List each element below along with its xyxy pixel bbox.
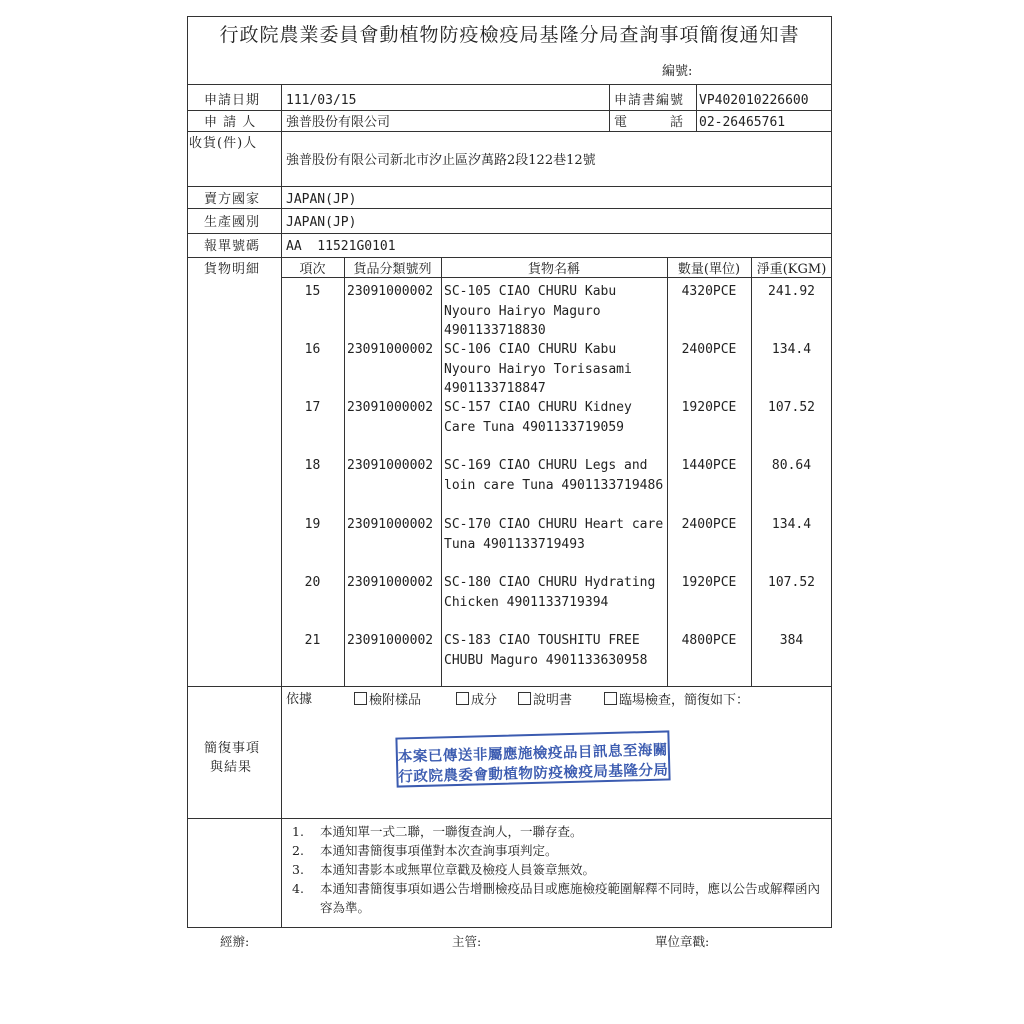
checkbox[interactable] [518,692,531,705]
option-manual[interactable]: 說明書 [518,692,572,709]
goods-name-line: Tuna 4901133719493 [444,536,585,552]
row-quantity: 1440PCE [681,458,737,473]
row-item-number: 17 [304,400,321,415]
row-quantity: 1920PCE [681,400,737,415]
consignee-label: 收貨(件)人 [189,136,258,151]
rule [187,686,832,687]
row-commodity-code: 23091000002 [347,633,434,648]
goods-name-line: Care Tuna 4901133719059 [444,419,625,435]
row-commodity-code: 23091000002 [347,342,434,357]
goods-name-line: SC-106 CIAO CHURU Kabu [444,342,617,357]
phone-label: 電 話 [614,115,685,130]
row-item-number: 21 [304,633,321,648]
consignee-value: 強普股份有限公司新北市汐止區汐萬路2段122巷12號 [286,153,596,168]
seller-country-label: 賣方國家 [204,192,261,207]
option-ingredient[interactable]: 成分 [456,692,497,709]
number-label: 編號: [662,64,693,79]
row-goods-name [444,282,666,341]
basis-label: 依據 [286,692,313,707]
notes-list [292,822,825,917]
row-commodity-code: 23091000002 [347,284,434,299]
row-net-weight: 134.4 [771,342,812,357]
row-net-weight: 134.4 [771,517,812,532]
col-header-code: 貨品分類號列 [353,262,432,277]
row-quantity: 4320PCE [681,284,737,299]
row-goods-name [444,573,666,612]
goods-name-line: SC-180 CIAO CHURU Hydrating [444,575,656,590]
row-goods-name [444,631,666,670]
declaration-number-value: AA 11521G0101 [286,239,396,254]
goods-name-line: SC-157 CIAO CHURU Kidney [444,400,632,415]
applicant-label: 申 請 人 [204,115,257,130]
supervisor-label: 主管: [452,934,482,949]
origin-country-label: 生產國別 [204,215,261,230]
rule [187,131,832,132]
note-item: 1. 本通知單一式二聯，一聯復查詢人，一聯存查。 [292,824,583,839]
col-header-qty: 數量(單位) [677,262,741,277]
row-commodity-code: 23091000002 [347,575,434,590]
goods-name-line: SC-169 CIAO CHURU Legs and [444,458,648,473]
row-net-weight: 107.52 [768,575,815,590]
stamp-line1: 本案已傳送非屬應施檢疫品目訊息至海關 [397,741,669,766]
rule [441,257,442,686]
row-net-weight: 384 [779,633,804,648]
rule [609,84,610,131]
row-item-number: 19 [304,517,321,532]
note-item: 3. 本通知書影本或無單位章戳及檢疫人員簽章無效。 [292,862,596,877]
row-quantity: 1920PCE [681,575,737,590]
checkbox[interactable] [604,692,617,705]
goods-name-line: 4901133718847 [444,381,546,396]
col-header-weight: 淨重(KGM) [756,262,827,277]
option-sample[interactable]: 檢附樣品 [354,692,421,709]
declaration-number-label: 報單號碼 [204,239,261,254]
rule [344,257,345,686]
application-number-label: 申請書編號 [614,93,685,108]
goods-name-line: SC-170 CIAO CHURU Heart care [444,517,664,532]
phone-value: 02-26465761 [699,115,786,130]
col-header-name: 貨物名稱 [527,262,580,277]
goods-name-line: CS-183 CIAO TOUSHITU FREE [444,633,640,648]
row-item-number: 15 [304,284,321,299]
goods-name-line: 4901133718830 [444,323,546,338]
apply-date-value: 111/03/15 [286,93,357,108]
rule [187,110,832,111]
row-quantity: 2400PCE [681,342,737,357]
document-title: 行政院農業委員會動植物防疫檢疫局基隆分局查詢事項簡復通知書 [219,24,800,46]
note-item: 4. 本通知書簡復事項如遇公告增刪檢疫品目或應施檢疫範圍解釋不同時，應以公告或解釋函內容為準。 [292,881,821,915]
goods-name-line: SC-105 CIAO CHURU Kabu [444,284,617,299]
rule [187,257,832,258]
goods-name-line: Nyouro Hairyo Torisasami [444,361,632,377]
reply-label-line2: 與結果 [210,760,253,775]
row-net-weight: 80.64 [771,458,812,473]
stamp-line2: 行政院農委會動植物防疫檢疫局基隆分局 [398,761,669,786]
row-item-number: 16 [304,342,321,357]
checkbox[interactable] [456,692,469,705]
row-goods-name [444,398,666,437]
unit-seal-label: 單位章戳: [655,934,710,949]
note-item: 2. 本通知書簡復事項僅對本次查詢事項判定。 [292,843,558,858]
rule [187,84,832,85]
origin-country-value: JAPAN(JP) [286,215,357,230]
row-net-weight: 241.92 [768,284,815,299]
goods-name-line: loin care Tuna 4901133719486 [444,477,664,493]
application-number-value: VP402010226600 [699,93,809,108]
rule [187,818,832,819]
row-item-number: 20 [304,575,321,590]
row-goods-name [444,340,666,399]
official-stamp [395,730,670,787]
seller-country-value: JAPAN(JP) [286,192,357,207]
goods-name-line: Nyouro Hairyo Maguro [444,303,601,319]
goods-name-line: CHUBU Maguro 4901133630958 [444,652,648,668]
row-net-weight: 107.52 [768,400,815,415]
applicant-value: 強普股份有限公司 [286,115,391,130]
rule [281,84,282,928]
row-commodity-code: 23091000002 [347,517,434,532]
col-header-item: 項次 [299,262,326,277]
rule [187,186,832,187]
row-goods-name [444,456,666,495]
row-quantity: 2400PCE [681,517,737,532]
reply-label-line1: 簡復事項 [204,741,261,756]
apply-date-label: 申請日期 [204,93,261,108]
row-commodity-code: 23091000002 [347,458,434,473]
checkbox[interactable] [354,692,367,705]
option-onsite-inspection[interactable]: 臨場檢查，簡復如下： [604,692,749,709]
row-item-number: 18 [304,458,321,473]
handler-label: 經辦: [220,934,250,949]
goods-name-line: Chicken 4901133719394 [444,594,609,610]
rule [187,208,832,209]
rule [696,84,697,131]
row-quantity: 4800PCE [681,633,737,648]
rule [187,233,832,234]
row-goods-name [444,515,666,554]
row-commodity-code: 23091000002 [347,400,434,415]
goods-label: 貨物明細 [204,262,261,277]
